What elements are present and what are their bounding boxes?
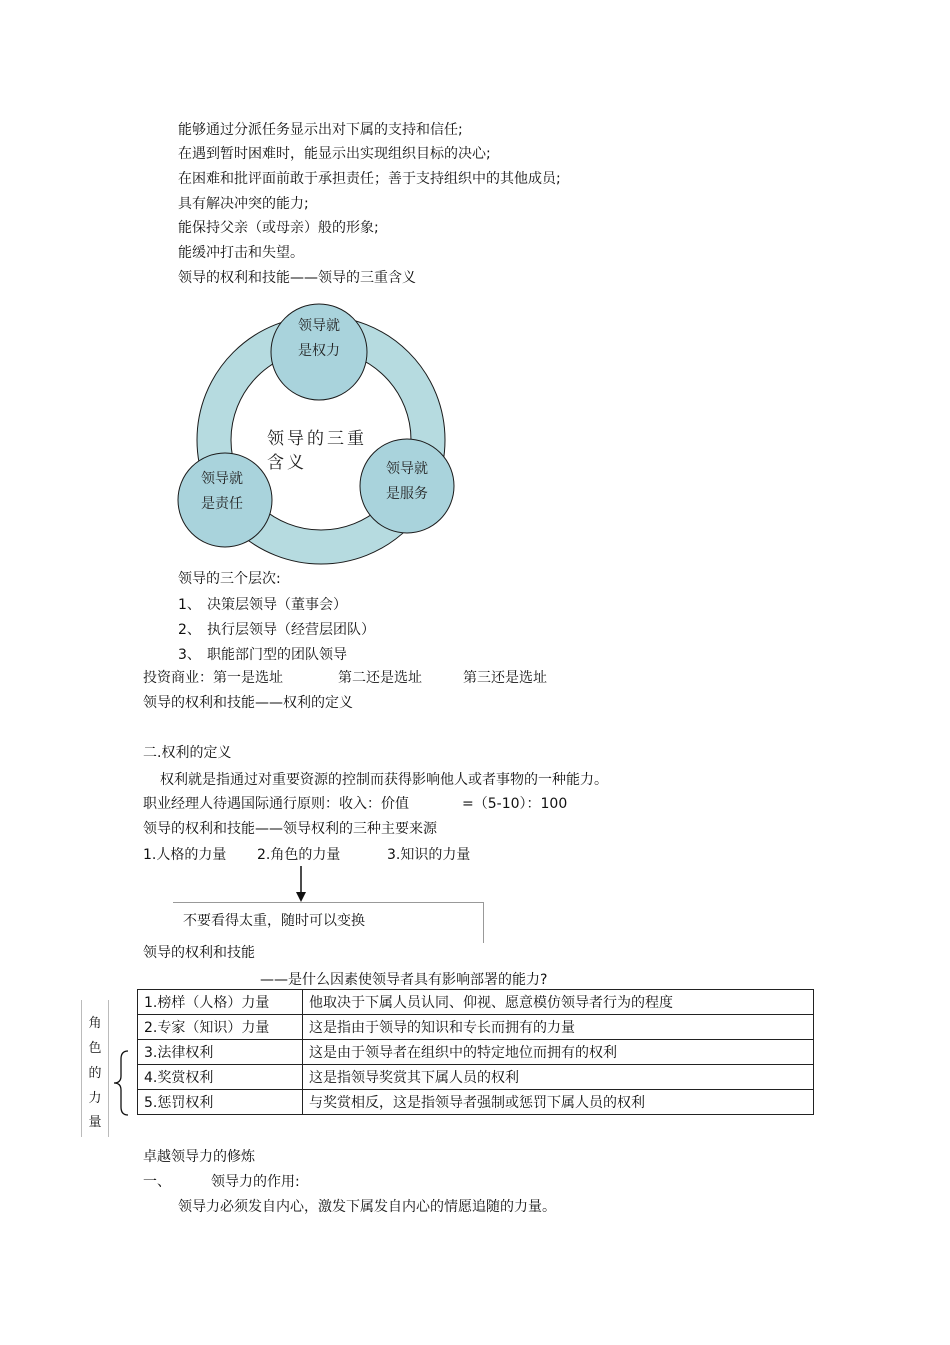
level-text-2: 执行层领导（经营层团队） [207,622,375,638]
investment-second: 第二还是选址 [338,670,422,686]
power-name-4: 4.奖赏权利 [138,1065,303,1090]
source-1: 1.人格的力量 [143,847,227,863]
levels-heading: 领导的三个层次: [178,571,281,587]
closing-item-num: 一、 [143,1174,171,1190]
power-desc-3: 这是由于领导者在组织中的特定地位而拥有的权利 [303,1040,814,1065]
power-table [137,989,814,1115]
power-table-subheading: ——是什么因素使领导者具有影响部署的能力? [260,972,548,988]
down-arrow-icon [296,866,306,902]
section2-body: 权利就是指通过对重要资源的控制而获得影响他人或者事物的一种能力。 [160,772,608,788]
sources-heading: 领导的权利和技能——领导权利的三种主要来源 [143,821,437,837]
role-label-char: 的 [88,1066,102,1081]
table-row [138,1090,814,1115]
table-row [138,1040,814,1065]
source-2: 2.角色的力量 [257,847,341,863]
source-3: 3.知识的力量 [387,847,471,863]
role-label-char: 角 [88,1016,102,1031]
investment-first: 投资商业：第一是选址 [143,670,283,686]
power-table-heading: 领导的权利和技能 [143,945,255,961]
power-name-5: 5.惩罚权利 [138,1090,303,1115]
section2-title: 二.权利的定义 [143,745,232,761]
node-responsibility-line-1: 领导就 [201,471,243,487]
triple-meaning-heading: 领导的权利和技能——领导的三重含义 [178,270,416,286]
node-service-line-2: 是服务 [386,486,428,502]
intro-line-4: 具有解决冲突的能力; [178,196,309,212]
curly-brace-icon [112,1050,132,1116]
intro-line-3: 在困难和批评面前敢于承担责任；善于支持组织中的其他成员; [178,171,561,187]
intro-line-1: 能够通过分派任务显示出对下属的支持和信任; [178,122,463,138]
triple-meaning-diagram [170,300,470,575]
role-label-char: 量 [88,1115,102,1130]
salary-principle-value: =（5-10）：100 [462,796,568,812]
table-row [138,990,814,1015]
table-row [138,1065,814,1090]
power-desc-2: 这是指由于领导的知识和专长而拥有的力量 [303,1015,814,1040]
node-responsibility-line-2: 是责任 [201,496,243,512]
table-row [138,1015,814,1040]
diagram-center-line-2: 含义 [267,453,307,473]
power-name-3: 3.法律权利 [138,1040,303,1065]
level-num-3: 3、 [178,647,201,663]
level-text-1: 决策层领导（董事会） [207,597,347,613]
salary-principle: 职业经理人待遇国际通行原则：收入：价值 [143,796,409,812]
node-power-line-2: 是权力 [298,343,340,359]
role-power-label-box [81,1000,109,1137]
node-power-line-1: 领导就 [298,318,340,334]
closing-body: 领导力必须发自内心，激发下属发自内心的情愿追随的力量。 [178,1199,556,1215]
power-desc-1: 他取决于下属人员认同、仰视、愿意模仿领导者行为的程度 [303,990,814,1015]
level-text-3: 职能部门型的团队领导 [207,647,347,663]
power-desc-4: 这是指领导奖赏其下属人员的权利 [303,1065,814,1090]
intro-line-5: 能保持父亲（或母亲）般的形象; [178,220,379,236]
definition-heading: 领导的权利和技能——权利的定义 [143,695,353,711]
closing-title: 卓越领导力的修炼 [143,1149,255,1165]
node-service-line-1: 领导就 [386,461,428,477]
investment-third: 第三还是选址 [463,670,547,686]
role-label-char: 色 [88,1041,102,1056]
power-name-2: 2.专家（知识）力量 [138,1015,303,1040]
power-name-1: 1.榜样（人格）力量 [138,990,303,1015]
role-label-char: 力 [88,1091,102,1106]
level-num-2: 2、 [178,622,201,638]
intro-line-2: 在遇到暂时困难时，能显示出实现组织目标的决心; [178,146,491,162]
diagram-center-line-1: 领导的三重 [267,429,367,449]
note-text: 不要看得太重，随时可以变换 [183,913,365,929]
closing-item-text: 领导力的作用: [211,1174,300,1190]
power-desc-5: 与奖赏相反，这是指领导者强制或惩罚下属人员的权利 [303,1090,814,1115]
level-num-1: 1、 [178,597,201,613]
intro-line-6: 能缓冲打击和失望。 [178,245,304,261]
